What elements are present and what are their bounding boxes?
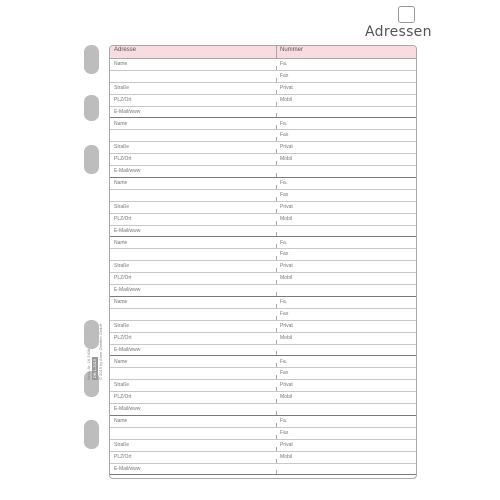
field-label: Straße: [114, 144, 130, 151]
field-label: Name: [114, 180, 128, 186]
field-label: Straße: [114, 84, 130, 91]
header-number: Nummer: [280, 47, 304, 53]
field-label: Name: [114, 299, 128, 305]
column-tick: [276, 66, 277, 70]
column-tick: [276, 268, 277, 272]
table-row: [110, 261, 416, 273]
field-label: PLZ/Ort: [114, 156, 132, 163]
field-label: E-Mail/www: [114, 287, 141, 294]
product-code: DB 1-2019: [92, 358, 97, 378]
field-label: Name: [114, 239, 128, 246]
field-label: E-Mail/www: [114, 346, 141, 353]
field-label: E-Mail/www: [114, 465, 141, 472]
page-title: Adressen: [365, 24, 432, 40]
table-row: [110, 345, 416, 357]
table-row: [110, 333, 416, 345]
table-row: [110, 392, 416, 404]
binder-hole: [84, 95, 99, 121]
column-tick: [276, 292, 277, 296]
column-tick: [276, 197, 277, 201]
number-label: Fa.: [280, 358, 288, 365]
number-label: Fax: [280, 132, 289, 139]
table-header: [110, 46, 416, 59]
table-row: [110, 71, 416, 83]
column-tick: [276, 209, 277, 213]
column-tick: [276, 102, 277, 106]
field-label: Straße: [114, 203, 130, 210]
column-tick: [276, 328, 277, 332]
field-label: E-Mail/www: [114, 227, 141, 234]
column-tick: [276, 340, 277, 344]
column-tick: [276, 316, 277, 320]
table-row: [110, 95, 416, 107]
table-row: [110, 130, 416, 142]
product-number: Best.-Nr. 16 2408: [86, 348, 91, 380]
binder-hole: [84, 45, 99, 74]
number-label: Mobil: [280, 96, 292, 103]
table-row: [110, 107, 416, 119]
table-row: [110, 178, 416, 190]
table-row: [110, 119, 416, 131]
field-label: PLZ/Ort: [114, 453, 132, 460]
table-row: [110, 297, 416, 309]
column-tick: [276, 161, 277, 165]
table-row: [110, 142, 416, 154]
table-row: [110, 214, 416, 226]
binder-hole: [84, 145, 99, 174]
table-row: [110, 416, 416, 428]
column-tick: [276, 90, 277, 94]
field-label: PLZ/Ort: [114, 334, 132, 341]
table-row: [110, 464, 416, 476]
number-label: Fa.: [280, 61, 288, 67]
number-label: Fa.: [280, 299, 288, 305]
field-label: Name: [114, 358, 128, 365]
table-row: [110, 321, 416, 333]
table-row: [110, 285, 416, 297]
page-checkbox[interactable]: [398, 6, 415, 23]
column-tick: [276, 304, 277, 308]
table-row: [110, 380, 416, 392]
field-label: PLZ/Ort: [114, 96, 132, 103]
field-label: PLZ/Ort: [114, 394, 132, 401]
column-tick: [276, 411, 277, 415]
field-label: E-Mail/www: [114, 168, 141, 175]
column-tick: [276, 280, 277, 284]
table-row: [110, 273, 416, 285]
number-label: Fax: [280, 251, 289, 258]
column-tick: [276, 375, 277, 379]
table-row: [110, 83, 416, 95]
table-row: [110, 166, 416, 178]
column-tick: [276, 256, 277, 260]
column-tick: [276, 387, 277, 391]
number-label: Privat: [280, 441, 293, 448]
field-label: Straße: [114, 322, 130, 329]
number-label: Mobil: [280, 453, 292, 460]
copyright: © 2019 by Anne Zwettler GmbH: [98, 323, 103, 380]
number-label: Fax: [280, 370, 289, 377]
number-label: Mobil: [280, 394, 292, 401]
table-row: [110, 452, 416, 464]
column-tick: [276, 351, 277, 355]
field-label: Straße: [114, 263, 130, 270]
column-tick: [276, 470, 277, 474]
number-label: Fax: [280, 191, 289, 198]
table-row: [110, 404, 416, 416]
number-label: Fa.: [280, 239, 288, 246]
number-label: Mobil: [280, 156, 292, 163]
number-label: Fax: [280, 310, 289, 317]
table-row: [110, 226, 416, 238]
table-row: [110, 202, 416, 214]
number-label: Fax: [280, 429, 289, 436]
column-tick: [276, 78, 277, 82]
field-label: Name: [114, 61, 128, 67]
column-tick: [276, 173, 277, 177]
field-label: PLZ/Ort: [114, 275, 132, 282]
column-tick: [276, 149, 277, 153]
number-label: Mobil: [280, 215, 292, 222]
column-tick: [276, 447, 277, 451]
number-label: Fa.: [280, 180, 288, 186]
number-label: Mobil: [280, 334, 292, 341]
column-tick: [276, 221, 277, 225]
header-address: Adresse: [114, 47, 137, 53]
table-row: [110, 309, 416, 321]
table-row: [110, 428, 416, 440]
field-label: Straße: [114, 441, 130, 448]
column-tick: [276, 435, 277, 439]
column-tick: [276, 113, 277, 117]
field-label: E-Mail/www: [114, 108, 141, 115]
table-row: [110, 59, 416, 71]
number-label: Privat: [280, 144, 293, 151]
column-tick: [276, 125, 277, 129]
number-label: Mobil: [280, 275, 292, 282]
table-row: [110, 249, 416, 261]
table-row: [110, 190, 416, 202]
field-label: E-Mail/www: [114, 406, 141, 413]
table-row: [110, 357, 416, 369]
field-label: PLZ/Ort: [114, 215, 132, 222]
number-label: Fa.: [280, 418, 288, 424]
number-label: Fax: [280, 72, 289, 79]
field-label: Name: [114, 418, 128, 424]
field-label: Name: [114, 120, 128, 127]
table-row: [110, 440, 416, 452]
column-tick: [276, 423, 277, 427]
number-label: Privat: [280, 263, 293, 270]
column-tick: [276, 232, 277, 236]
number-label: Privat: [280, 203, 293, 210]
table-row: [110, 238, 416, 250]
column-tick: [276, 185, 277, 189]
address-sheet: [109, 45, 417, 479]
column-tick: [276, 137, 277, 141]
number-label: Privat: [280, 322, 293, 329]
column-tick: [276, 363, 277, 367]
column-tick: [276, 459, 277, 463]
column-divider: [276, 46, 277, 58]
number-label: Privat: [280, 382, 293, 389]
binder-hole: [84, 420, 99, 449]
table-row: [110, 154, 416, 166]
table-row: [110, 368, 416, 380]
number-label: Privat: [280, 84, 293, 91]
column-tick: [276, 244, 277, 248]
number-label: Fa.: [280, 120, 288, 127]
column-tick: [276, 399, 277, 403]
field-label: Straße: [114, 382, 130, 389]
